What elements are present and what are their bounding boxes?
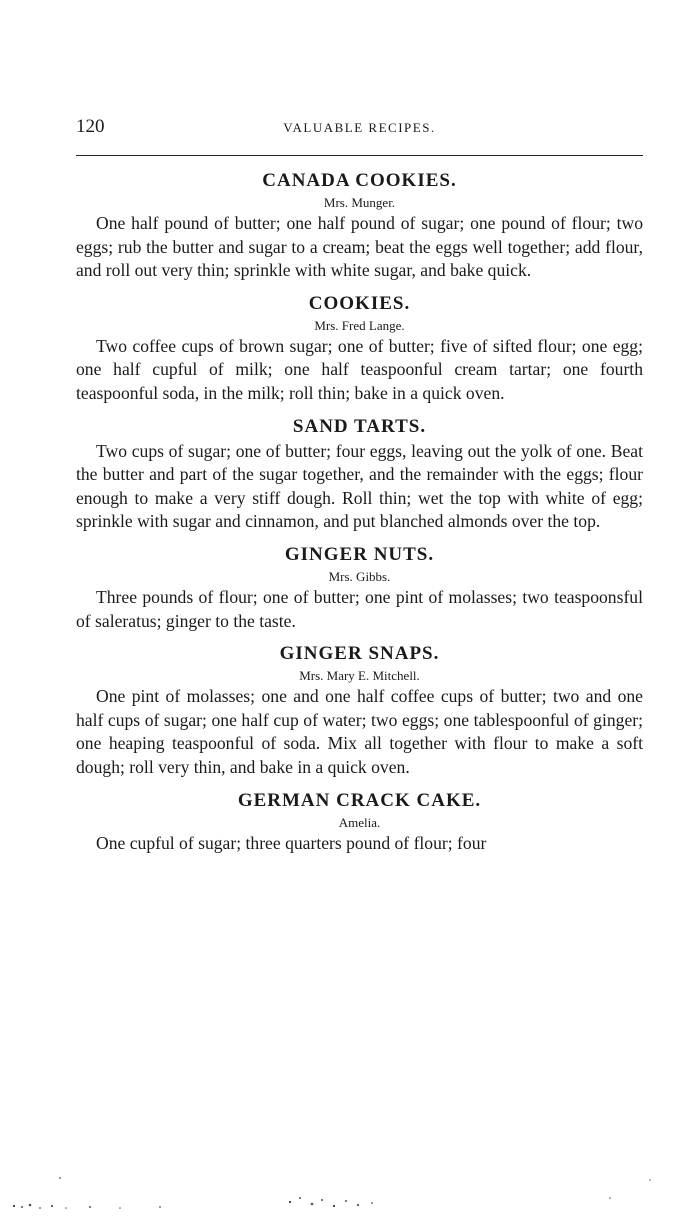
recipe-title: CANADA COOKIES. [262,170,457,191]
recipe-title: COOKIES. [308,292,411,314]
recipe-author: Mrs. Fred Lange. [314,317,405,333]
print-specks [0,1170,700,1218]
recipe-title: GINGER SNAPS. [279,643,440,665]
recipe-ginger-nuts [76,542,643,633]
recipe-author: Mrs. Munger. [323,195,396,210]
page-number: 120 [76,116,105,137]
recipe-body: Two cups of sugar; one of butter; four eggs, leaving out the yolk of one. Beat the butter and part of the sugar together, and the remainder with the eggs; flour enough to make a very stiff dough. Roll thin; wet the top with white of egg; sprinkle with sugar and cinnamon, and put blanched almonds over the top. [76,440,643,532]
recipe-ginger-snaps [76,641,643,779]
recipe-cookies [76,291,643,406]
running-title: VALUABLE RECIPES. [283,120,436,135]
page-header [76,116,643,142]
recipe-body: Three pounds of flour; one of butter; one pint of molasses; two teaspoonsful of saleratus; ginger to the taste. [76,586,643,631]
recipe-author: Mrs. Mary E. Mitchell. [299,668,420,684]
recipe-title: SAND TARTS. [292,415,427,437]
header-rule [76,155,643,156]
recipe-body: One cupful of sugar; three quarters pound of flour; four [96,832,487,853]
recipe-body: One pint of molasses; one and one half coffee cups of butter; two and one half cups of sugar; one half cup of water; two eggs; one tablespoonful of ginger; one heaping teaspoonful of soda. Mix all together with flour to make a soft dough; roll very thin, and bake in a quick oven. [76,686,643,777]
recipe-sand-tarts [76,414,643,534]
recipe-author: Mrs. Gibbs. [328,568,391,584]
recipe-author: Amelia. [338,814,381,830]
recipe-title: GINGER NUTS. [284,543,435,565]
recipe-body: One half pound of butter; one half pound of sugar; one pound of flour; two eggs; rub the butter and sugar to a cream; beat the eggs well together; add flour, and roll out very thin; sprinkle with white sugar, and bake quick. [76,213,643,281]
recipe-title: GERMAN CRACK CAKE. [237,789,482,811]
recipe-canada-cookies [76,168,643,283]
recipe-list [76,168,643,863]
recipe-body: Two coffee cups of brown sugar; one of butter; five of sifted flour; one egg; one half cupful of milk; one half teaspoonful cream tartar; one fourth teaspoonful soda, in the milk; roll thin; bake in a quick oven. [76,335,643,403]
recipe-german-crack-cake [76,788,643,856]
